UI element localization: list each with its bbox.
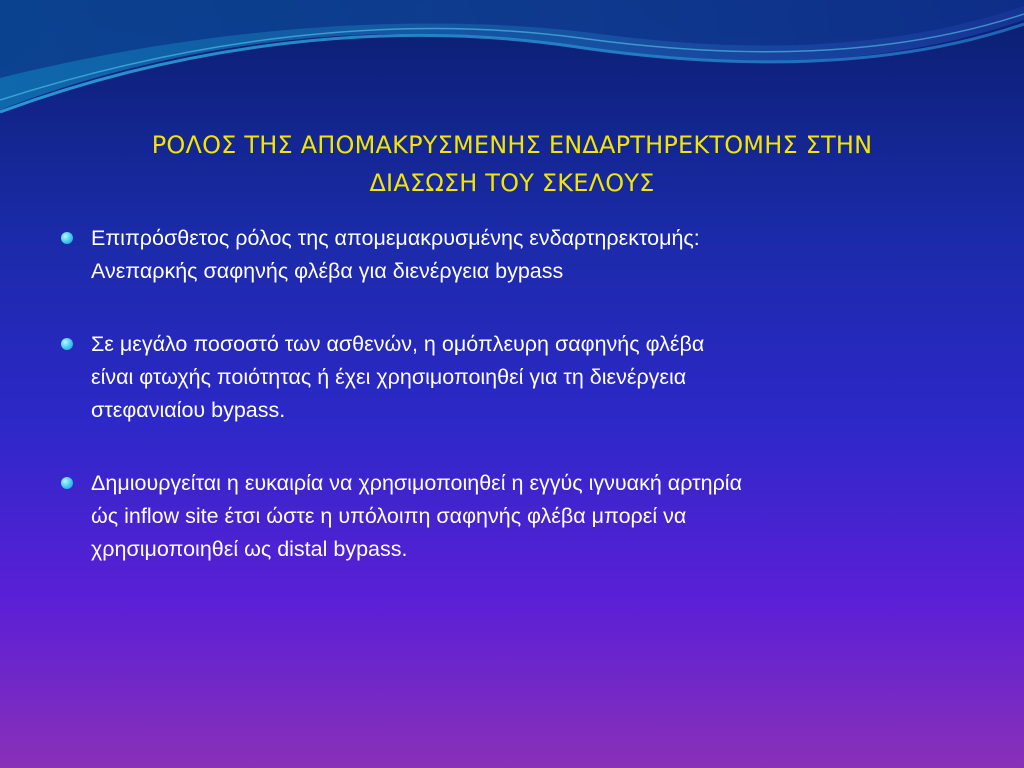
bullet-item — [60, 328, 980, 427]
bullet-text-line: χρησιμοποιηθεί ως distal bypass. — [91, 537, 408, 561]
bullet-text-line: Επιπρόσθετος ρόλος της απομεμακρυσμένης ενδαρτηρεκτομής: — [91, 226, 700, 250]
slide-title-line: ΡΟΛΟΣ ΤΗΣ ΑΠΟΜΑΚΡΥΣΜΕΝΗΣ ΕΝΔΑΡΤΗΡΕΚΤΟΜΗΣ ΣΤΗΝ — [151, 131, 873, 159]
round-bullet-icon — [61, 338, 73, 350]
round-bullet-icon — [61, 477, 73, 489]
bullet-text-line: Ανεπαρκής σαφηνής φλέβα για διενέργεια bypass — [91, 259, 564, 283]
bullet-text-line: Σε μεγάλο ποσοστό των ασθενών, η ομόπλευρη σαφηνής φλέβα — [91, 332, 705, 356]
bullet-text-line: είναι φτωχής ποιότητας ή έχει χρησιμοποιηθεί για τη διενέργεια — [91, 365, 687, 389]
bullet-list — [60, 222, 980, 566]
bullet-item — [60, 467, 980, 566]
slide-title-line: ΔΙΑΣΩΣΗ ΤΟΥ ΣΚΕΛΟΥΣ — [369, 169, 655, 197]
bullet-item — [60, 222, 980, 288]
slide-title — [60, 126, 964, 202]
bullet-text-line: Δημιουργείται η ευκαιρία να χρησιμοποιηθεί η εγγύς ιγνυακή αρτηρία — [91, 471, 743, 495]
decorative-wave-graphic — [0, 0, 1024, 130]
bullet-text-line: στεφανιαίου bypass. — [91, 398, 286, 422]
round-bullet-icon — [61, 232, 73, 244]
bullet-text-line: ώς inflow site έτσι ώστε η υπόλοιπη σαφηνής φλέβα μπορεί να — [91, 504, 687, 528]
